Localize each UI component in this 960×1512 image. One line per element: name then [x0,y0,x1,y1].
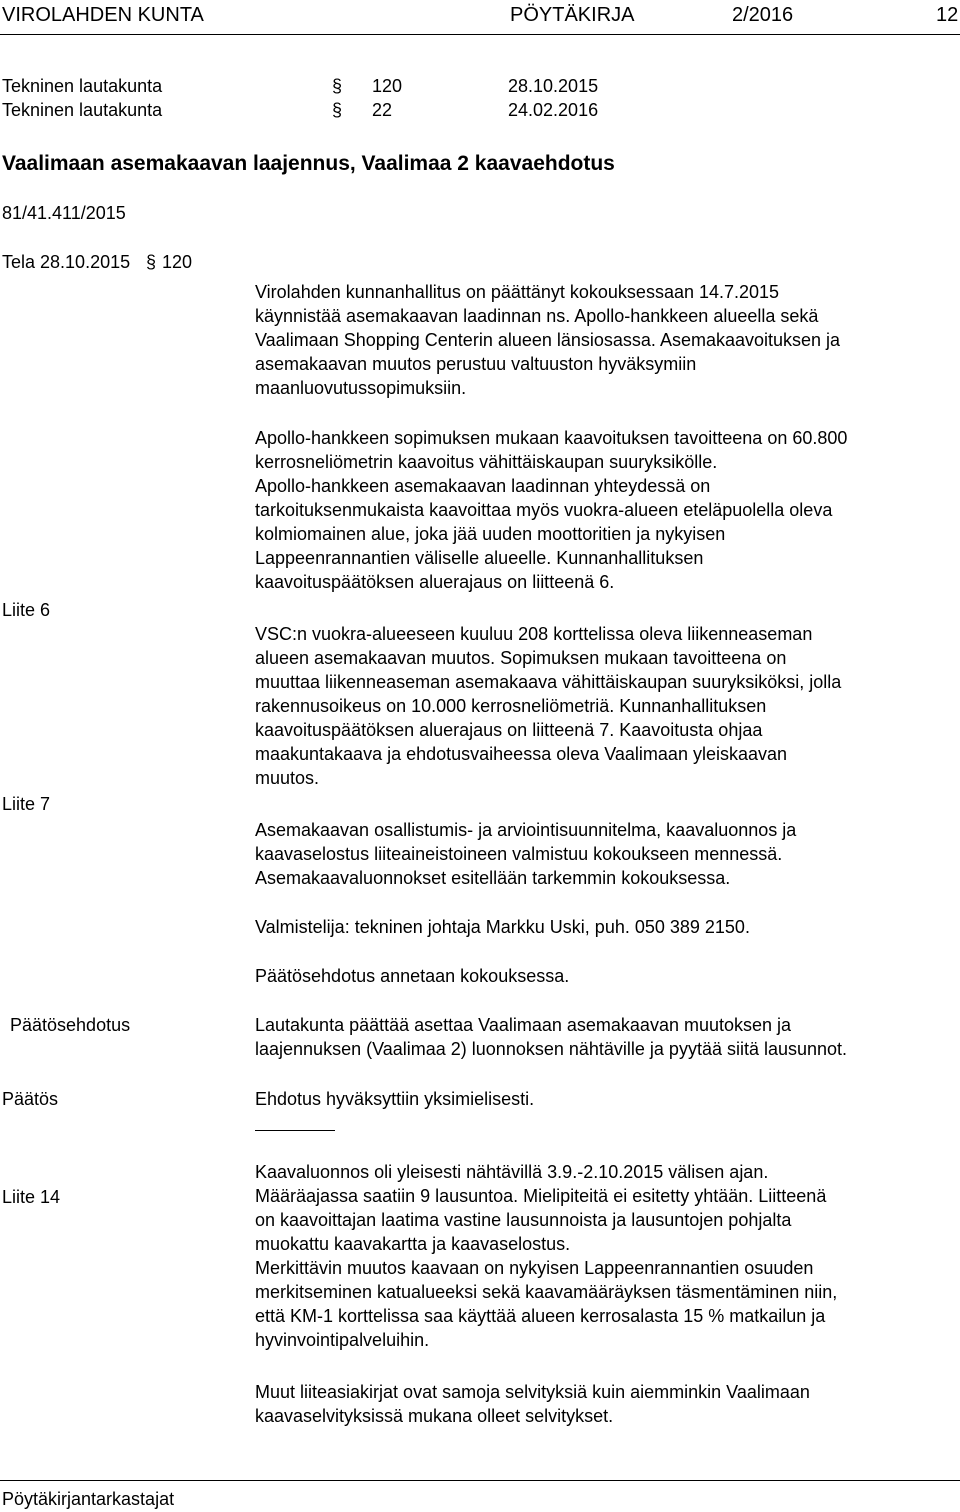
text-line: Muut liiteasiakirjat ovat samoja selvityksiä kuin aiemminkin Vaalimaan [255,1382,810,1402]
text-line: rakennusoikeus on 10.000 kerrosneliömetriä. Kunnanhallituksen [255,696,767,716]
text-line: kaavaselostus liiteaineistoineen valmistuu kokoukseen mennessä. [255,844,783,864]
text-line: muutos. [255,768,320,788]
meeting-body: Tekninen lautakunta [2,100,163,120]
attachment-label-6: Liite 6 [2,600,51,620]
text-line: kaavaselvityksissä mukana olleet selvitykset. [255,1406,614,1426]
text-line: on kaavoittajan laatima vastine lausunnoista ja lausuntojen pohjalta [255,1210,792,1230]
text-line: Määräajassa saatiin 9 lausuntoa. Mielipiteitä ei esitetty yhtään. Liitteenä [255,1186,827,1206]
paragraph-apollo-project [255,426,960,594]
text-line: Vaalimaan Shopping Centerin alueen länsiosassa. Asemakaavoituksen ja [255,330,841,350]
section-ref-icon: § [146,252,157,272]
text-line: Ehdotus hyväksyttiin yksimielisesti. [255,1089,535,1109]
decision-label: Päätös [2,1089,59,1109]
text-line: merkitseminen katualueeksi sekä kaavamääräyksen täsmentäminen niin, [255,1282,838,1302]
meeting-section: 120 [372,76,403,96]
page-number: 12 [936,4,959,26]
text-line: Lautakunta päättää asettaa Vaalimaan asemakaavan muutoksen ja [255,1015,792,1035]
footer-rule [0,1480,960,1481]
document-number: 2/2016 [732,4,794,26]
text-line: hyvinvointipalveluihin. [255,1330,430,1350]
paragraph-vsc-area [255,622,960,790]
separator-rule [255,1130,335,1131]
reference-number: 81/41.411/2015 [2,203,126,223]
attachment-label-14: Liite 14 [2,1187,61,1207]
paragraph-decision-proposal [255,1013,960,1061]
attachment-label-7: Liite 7 [2,794,51,814]
text-line: VSC:n vuokra-alueeseen kuuluu 208 korttelissa oleva liikenneaseman [255,624,813,644]
history-section: 120 [162,252,193,272]
text-line: Kaavaluonnos oli yleisesti nähtävillä 3.9.-2.10.2015 välisen ajan. [255,1162,769,1182]
paragraph-decision [255,1087,960,1111]
section-ref-icon: § [332,100,343,120]
municipality-name: VIROLAHDEN KUNTA [2,4,204,26]
document-type: PÖYTÄKIRJA [510,4,635,26]
meeting-section: 22 [372,100,393,120]
text-line: Valmistelija: tekninen johtaja Markku Uski, puh. 050 389 2150. [255,917,750,937]
history-label: Tela 28.10.2015 [2,252,131,272]
text-line: tarkoituksenmukaista kaavoittaa myös vuokra-alueen eteläpuolella oleva [255,500,833,520]
text-line: Merkittävin muutos kaavaan on nykyisen Lappeenrannantien osuuden [255,1258,814,1278]
text-line: Apollo-hankkeen asemakaavan laadinnan yhteydessä on [255,476,711,496]
text-line: maanluovutussopimuksiin. [255,378,467,398]
text-line: Asemakaavan osallistumis- ja arviointisuunnitelma, kaavaluonnos ja [255,820,797,840]
text-line: alueen asemakaavan muutos. Sopimuksen mukaan tavoitteena on [255,648,787,668]
text-line: Päätösehdotus annetaan kokouksessa. [255,966,570,986]
text-line: kolmiomainen alue, joka jää uuden moottoritien ja nykyisen [255,524,726,544]
header-rule [0,34,960,35]
paragraph-preparer [255,915,960,939]
text-line: maakuntakaava ja ehdotusvaiheessa oleva Vaalimaan yleiskaavan [255,744,788,764]
text-line: muokattu kaavakartta ja kaavaselostus. [255,1234,571,1254]
paragraph-other-attachments [255,1380,960,1428]
meeting-date: 28.10.2015 [508,76,599,96]
section-ref-icon: § [332,76,343,96]
item-title: Vaalimaan asemakaavan laajennus, Vaalimaa 2 kaavaehdotus [2,152,615,175]
decision-proposal-label: Päätösehdotus [10,1015,131,1035]
text-line: kaavoituspäätöksen aluerajaus on liitteenä 6. [255,572,615,592]
text-line: että KM-1 korttelissa saa käyttää alueen kerrosalasta 15 % matkailun ja [255,1306,826,1326]
meeting-date: 24.02.2016 [508,100,599,120]
text-line: käynnistää asemakaavan laadinnan ns. Apollo-hankkeen alueella sekä [255,306,819,326]
text-line: Lappeenrannantien väliselle alueelle. Kunnanhallituksen [255,548,704,568]
text-line: laajennuksen (Vaalimaa 2) luonnoksen nähtäville ja pyytää siitä lausunnot. [255,1039,848,1059]
text-line: muuttaa liikenneaseman asemakaava vähittäiskaupan suuryksiköksi, jolla [255,672,842,692]
paragraph-decision-background [255,280,960,400]
paragraph-participation-plan [255,818,960,890]
text-line: Asemakaavaluonnokset esitellään tarkemmin kokouksessa. [255,868,731,888]
footer-label: Pöytäkirjantarkastajat [2,1489,175,1509]
paragraph-proposal-note [255,964,960,988]
text-line: Virolahden kunnanhallitus on päättänyt kokouksessaan 14.7.2015 [255,282,780,302]
text-line: kaavoituspäätöksen aluerajaus on liitteenä 7. Kaavoitusta ohjaa [255,720,763,740]
paragraph-draft-feedback [255,1160,960,1352]
text-line: kerrosneliömetrin kaavoitus vähittäiskaupan suuryksikölle. [255,452,718,472]
text-line: Apollo-hankkeen sopimuksen mukaan kaavoituksen tavoitteena on 60.800 [255,428,848,448]
text-line: asemakaavan muutos perustuu valtuuston hyväksymiin [255,354,697,374]
meeting-body: Tekninen lautakunta [2,76,163,96]
